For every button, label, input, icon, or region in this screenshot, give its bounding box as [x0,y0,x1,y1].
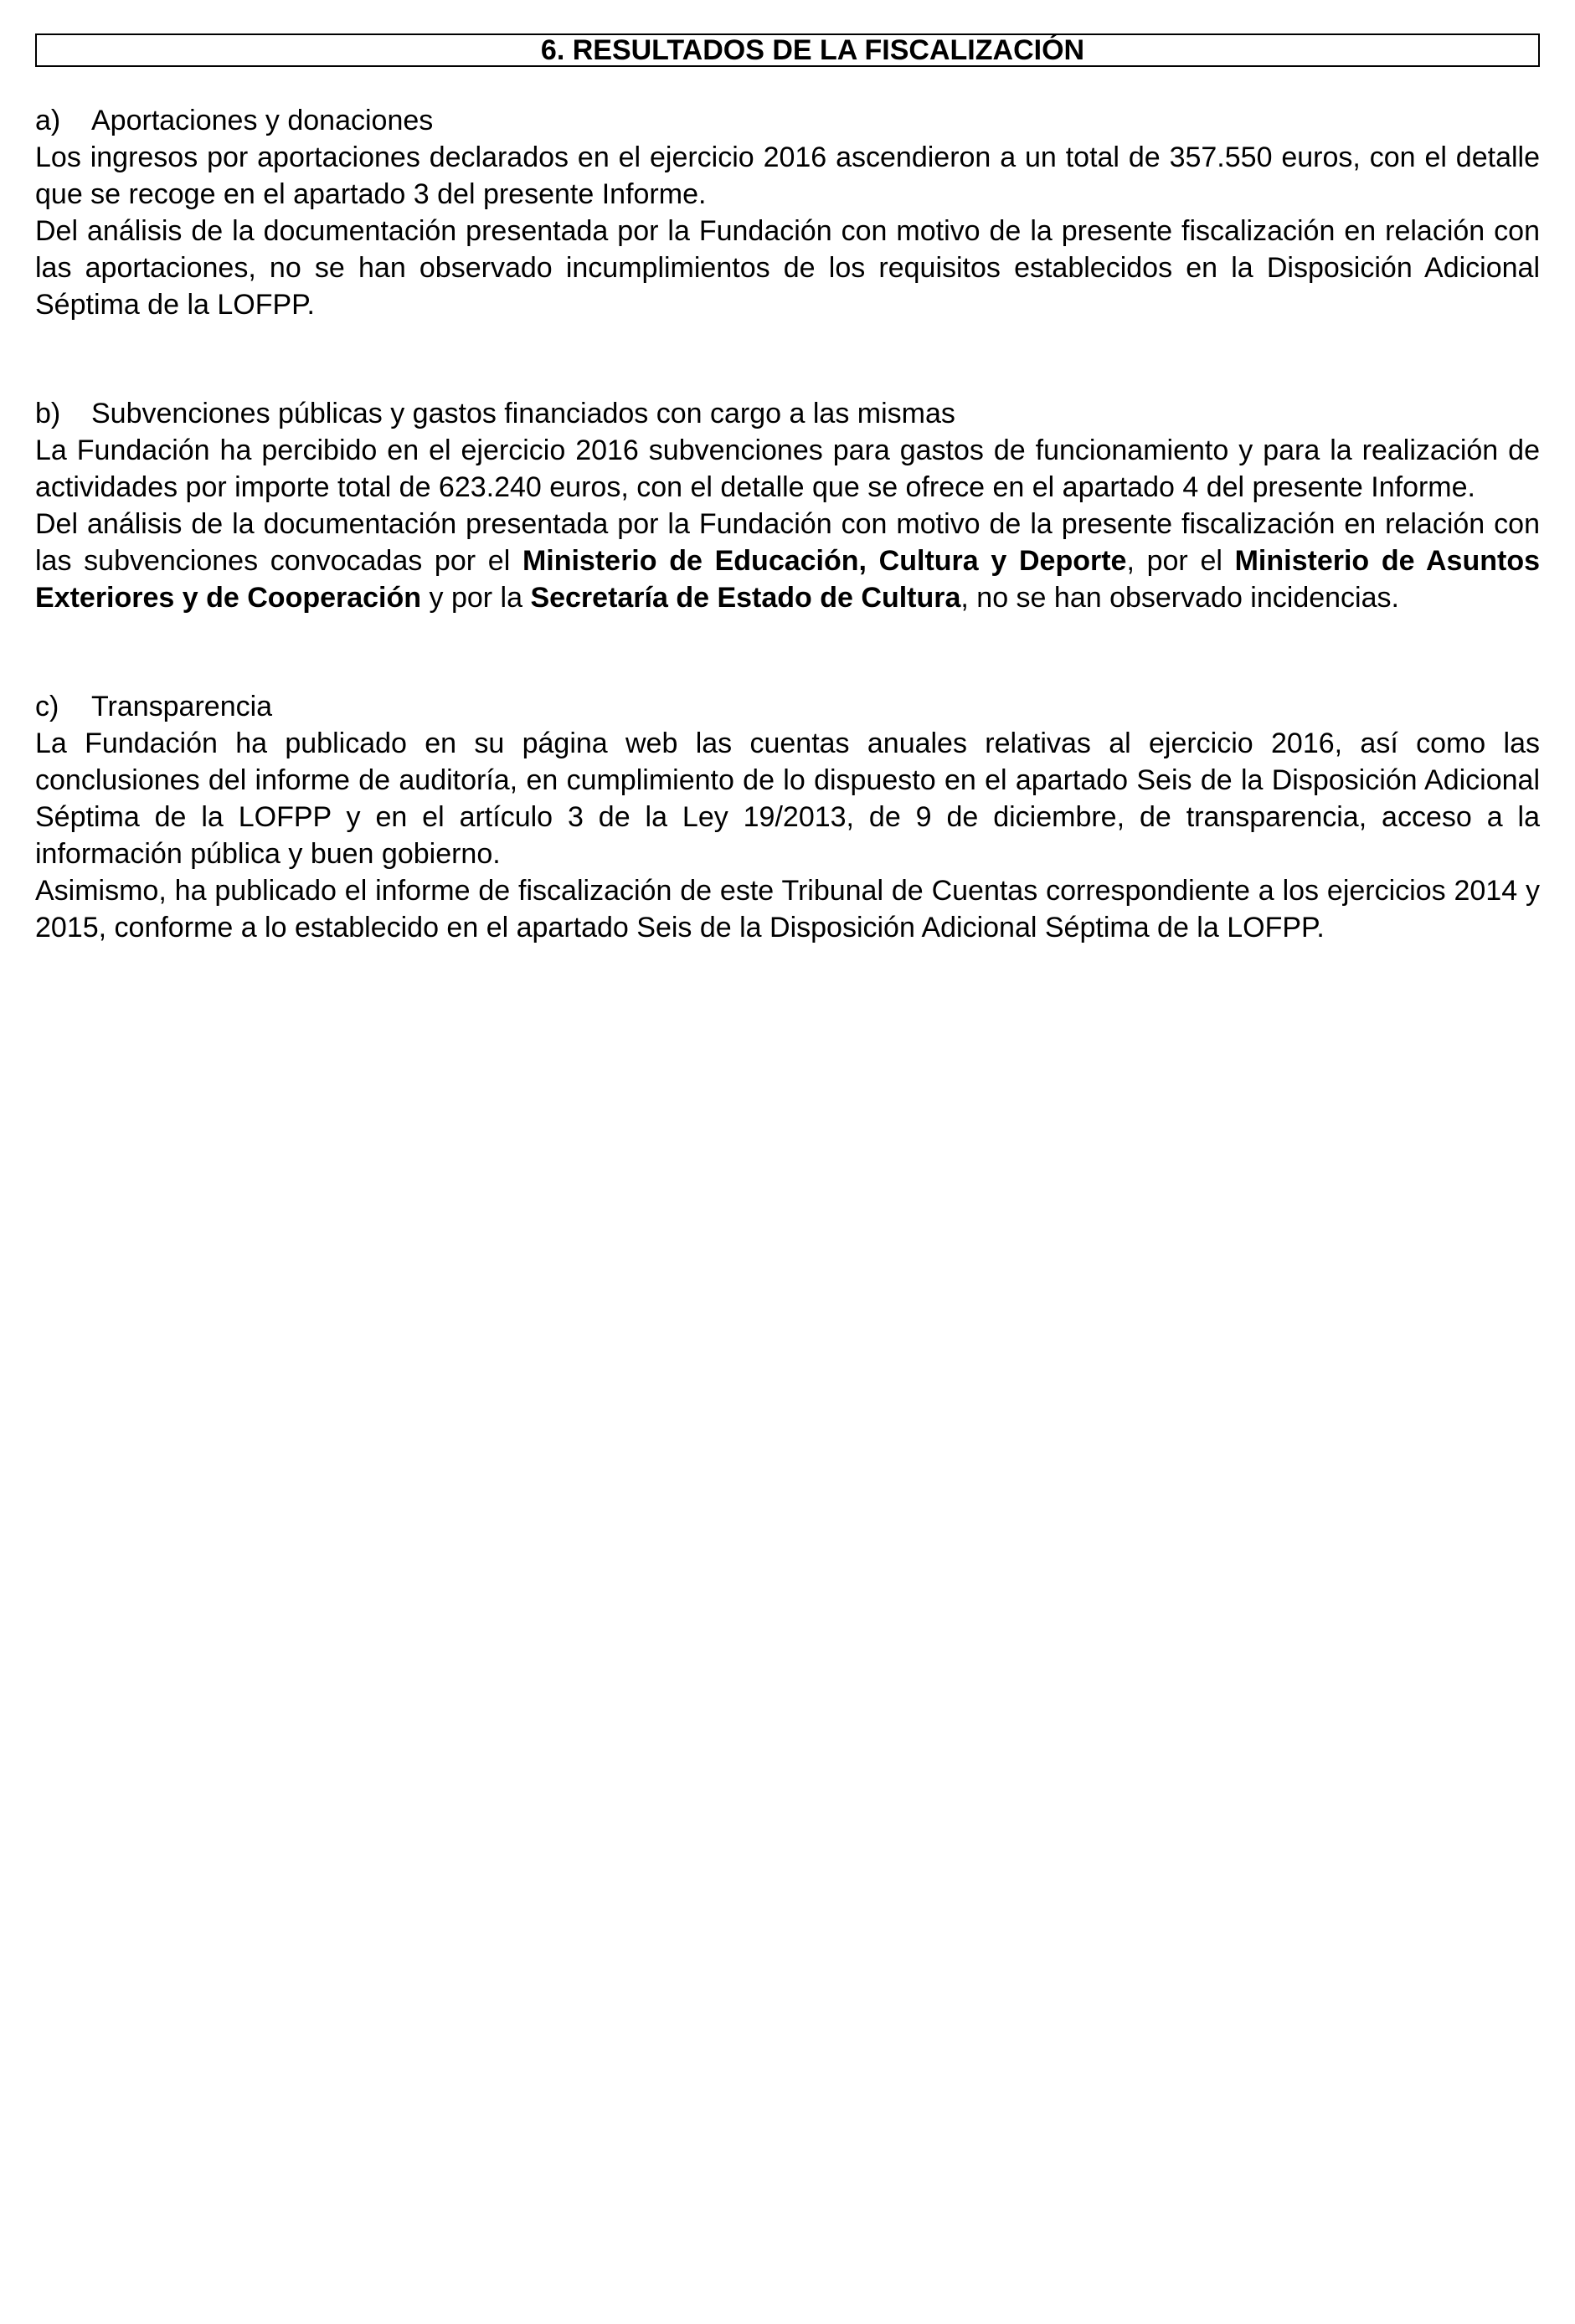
paragraph-b2 [35,506,1540,616]
subsection-letter-c: c) [35,691,59,722]
paragraph-b2-text-1: Del análisis de la documentación presentada por la Fundación con motivo de la presente fiscalización en relación con las subvenciones convocadas por el [35,508,1540,577]
subsection-title-c: Transparencia [91,691,273,722]
paragraph-a2: Del análisis de la documentación presentada por la Fundación con motivo de la presente fiscalización en relación con las aportaciones, no se han observado incumplimientos de los requisitos establecidos en la Disposición Adicional Séptima de la LOFPP. [35,215,1540,321]
secretariat-culture-name: Secretaría de Estado de Cultura [530,582,961,614]
subsection-title-b: Subvenciones públicas y gastos financiados con cargo a las mismas [91,398,955,429]
ministry-foreign-affairs-name: Ministerio de Asuntos Exteriores y de Cooperación [35,545,1540,614]
section-title: 6. RESULTADOS DE LA FISCALIZACIÓN [540,34,1085,66]
paragraph-a1: Los ingresos por aportaciones declarados en el ejercicio 2016 ascendieron a un total de 357.550 euros, con el detalle que se recoge en el apartado 3 del presente Informe. [35,141,1540,210]
paragraph-b2-text-3: y por la [421,582,531,614]
section-title-box [35,33,1540,67]
document-page [35,33,1540,946]
paragraph-b2-text-2: , por el [1126,545,1235,577]
paragraph-b1: La Fundación ha percibido en el ejercicio 2016 subvenciones para gastos de funcionamiento y para la realización de actividades por importe total de 623.240 euros, con el detalle que se ofrece en el apartado 4 del presente Informe. [35,434,1540,503]
paragraph-b2-text-4: , no se han observado incidencias. [960,582,1399,614]
subsection-heading-b [35,395,1540,432]
paragraph-c2: Asimismo, ha publicado el informe de fiscalización de este Tribunal de Cuentas correspondiente a los ejercicios 2014 y 2015, conforme a lo establecido en el apartado Seis de la Disposición Adicional Séptima de la LOFPP. [35,875,1540,943]
subsection-letter-b: b) [35,398,61,429]
subsection-heading-a [35,102,1540,139]
subsection-title-a: Aportaciones y donaciones [91,105,434,136]
subsection-heading-c [35,688,1540,725]
subsection-letter-a: a) [35,105,61,136]
ministry-education-name: Ministerio de Educación, Cultura y Deporte [522,545,1127,577]
paragraph-c1: La Fundación ha publicado en su página web las cuentas anuales relativas al ejercicio 2016, así como las conclusiones del informe de auditoría, en cumplimiento de lo dispuesto en el apartado Seis de la Disposición Adicional Séptima de la LOFPP y en el artículo 3 de la Ley 19/2013, de 9 de diciembre, de transparencia, acceso a la información pública y buen gobierno. [35,728,1540,870]
